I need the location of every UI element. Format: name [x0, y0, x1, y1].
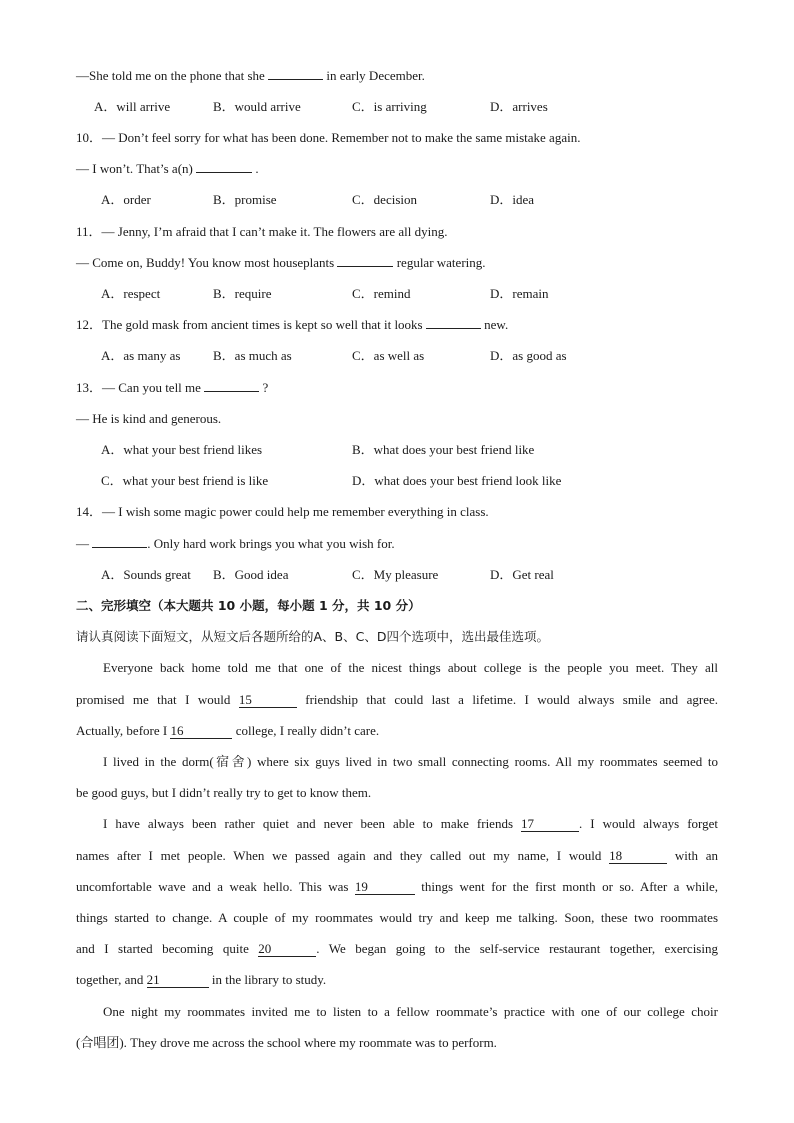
- q9-option-a[interactable]: A．will arrive: [94, 99, 171, 114]
- passage-line: Everyone back home told me that one of the nicest things about college is the people you meet. They all: [103, 660, 718, 675]
- q11-option-c[interactable]: C．remind: [352, 286, 411, 301]
- q12-option-c[interactable]: C．as well as: [352, 348, 425, 363]
- q11-stem: 11．— Jenny, I’m afraid that I can’t make it. The flowers are all dying.: [76, 224, 448, 239]
- q11-option-d[interactable]: D．remain: [490, 286, 549, 301]
- cloze-blank-18[interactable]: 18: [609, 849, 667, 864]
- section-heading: 二、完形填空（本大题共 10 小题，每小题 1 分，共 10 分）: [76, 598, 421, 613]
- q10-option-b[interactable]: B．promise: [213, 192, 277, 207]
- q10-answer-line: — I won’t. That’s a(n) .: [76, 161, 259, 176]
- cloze-blank-16[interactable]: 16: [170, 724, 232, 739]
- answer-blank: [204, 379, 259, 392]
- q10-stem: 10．— Don’t feel sorry for what has been done. Remember not to make the same mistake again.: [76, 130, 581, 145]
- q13-option-a[interactable]: A．what your best friend likes: [101, 442, 263, 457]
- q13-answer-line: — He is kind and generous.: [76, 411, 222, 426]
- cloze-blank-17[interactable]: 17: [521, 817, 579, 832]
- q13-option-b[interactable]: B．what does your best friend like: [352, 442, 535, 457]
- q13-stem: 13．— Can you tell me ?: [76, 380, 269, 395]
- q12-option-b[interactable]: B．as much as: [213, 348, 292, 363]
- q10-option-d[interactable]: D．idea: [490, 192, 535, 207]
- q14-option-a[interactable]: A．Sounds great: [101, 567, 191, 582]
- section-instruction: 请认真阅读下面短文，从短文后各题所给的A、B、C、D四个选项中，选出最佳选项。: [76, 629, 549, 644]
- q11-answer-line: — Come on, Buddy! You know most houseplants regular watering.: [76, 255, 486, 270]
- q12-stem: 12．The gold mask from ancient times is kept so well that it looks new.: [76, 317, 509, 332]
- answer-blank: [92, 535, 147, 548]
- cloze-blank-20[interactable]: 20: [258, 942, 316, 957]
- passage-line: be good guys, but I didn’t really try to get to know them.: [76, 785, 372, 800]
- passage-line: (合唱团). They drove me across the school where my roommate was to perform.: [76, 1035, 497, 1050]
- passage-line: One night my roommates invited me to listen to a fellow roommate’s practice with one of our college choir: [103, 1004, 718, 1019]
- passage-line: names after I met people. When we passed again and they called out my name, I would 18 with an: [76, 848, 718, 863]
- passage-line: and I started becoming quite 20 . We began going to the self-service restaurant together, exercising: [76, 941, 718, 956]
- q10-option-c[interactable]: C．decision: [352, 192, 417, 207]
- q9-option-c[interactable]: C．is arriving: [352, 99, 427, 114]
- passage-line: things started to change. A couple of my roommates would try and keep me talking. Soon, these two roommates: [76, 910, 718, 925]
- cloze-blank-21[interactable]: 21: [147, 973, 209, 988]
- passage-line: I have always been rather quiet and never been able to make friends 17 . I would always forget: [103, 816, 718, 831]
- q11-option-a[interactable]: A．respect: [101, 286, 161, 301]
- q12-option-d[interactable]: D．as good as: [490, 348, 567, 363]
- answer-blank: [196, 160, 252, 173]
- q10-option-a[interactable]: A．order: [101, 192, 151, 207]
- q14-option-c[interactable]: C．My pleasure: [352, 567, 439, 582]
- q14-option-b[interactable]: B．Good idea: [213, 567, 289, 582]
- q13-option-c[interactable]: C．what your best friend is like: [101, 473, 269, 488]
- q9-option-d[interactable]: D．arrives: [490, 99, 548, 114]
- q9-answer-line: —She told me on the phone that she in early December.: [76, 68, 425, 83]
- answer-blank: [337, 254, 393, 267]
- q11-option-b[interactable]: B．require: [213, 286, 272, 301]
- q14-option-d[interactable]: D．Get real: [490, 567, 554, 582]
- q14-answer-line: — . Only hard work brings you what you wish for.: [76, 536, 395, 551]
- passage-line: together, and 21 in the library to study.: [76, 972, 327, 987]
- answer-blank: [268, 67, 323, 80]
- cloze-blank-15[interactable]: 15: [239, 693, 297, 708]
- q12-option-a[interactable]: A．as many as: [101, 348, 181, 363]
- passage-line: I lived in the dorm(宿舍) where six guys lived in two small connecting rooms. All my roommates seemed to: [103, 754, 718, 769]
- cloze-blank-19[interactable]: 19: [355, 880, 415, 895]
- q14-stem: 14．— I wish some magic power could help me remember everything in class.: [76, 504, 489, 519]
- answer-blank: [426, 316, 481, 329]
- q9-option-b[interactable]: B．would arrive: [213, 99, 301, 114]
- passage-line: Actually, before I 16 college, I really didn’t care.: [76, 723, 380, 738]
- passage-line: promised me that I would 15 friendship that could last a lifetime. I would always smile and agree.: [76, 692, 718, 707]
- passage-line: uncomfortable wave and a weak hello. This was 19 things went for the first month or so. After a while,: [76, 879, 718, 894]
- q13-option-d[interactable]: D．what does your best friend look like: [352, 473, 562, 488]
